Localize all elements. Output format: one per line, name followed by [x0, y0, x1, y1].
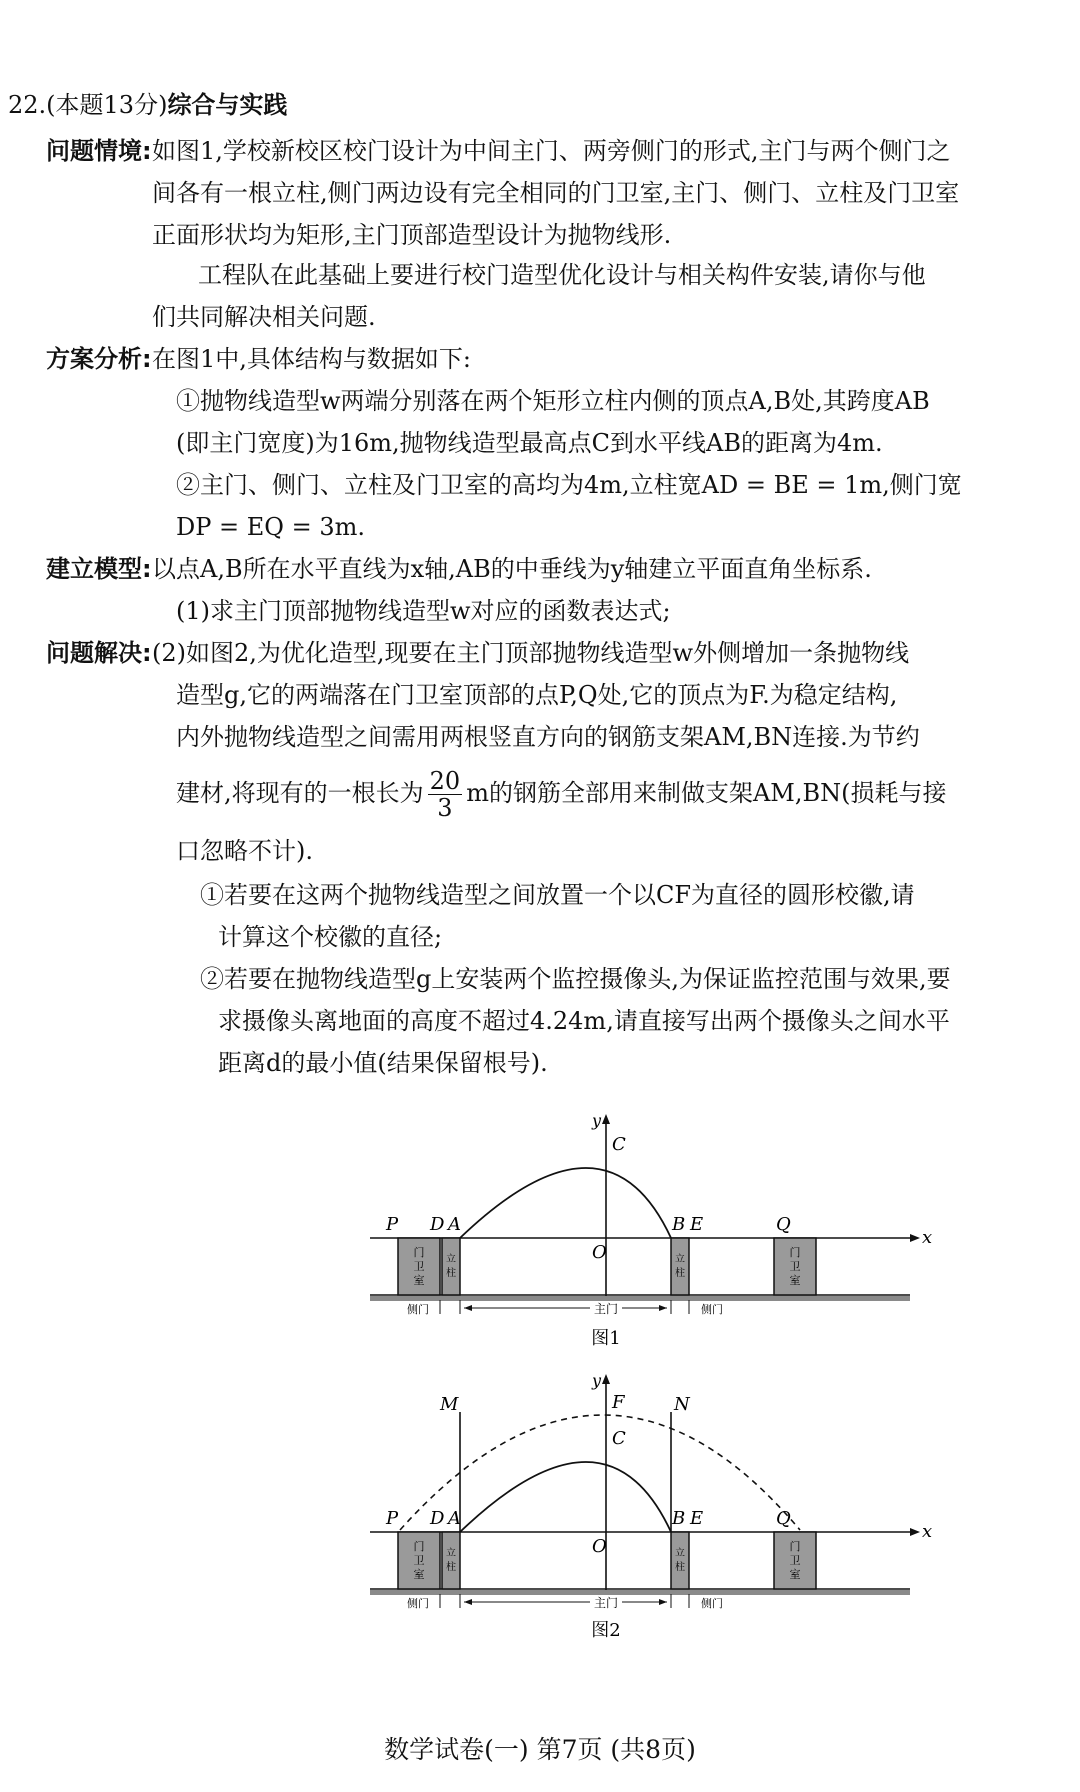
- solve-sub-line-2: 计算这个校徽的直径;: [218, 923, 443, 951]
- side-gate-right-label: 侧门: [701, 1303, 723, 1316]
- model-label: 建立模型:: [46, 555, 152, 583]
- guard-room-left-char-1: 门: [413, 1540, 425, 1553]
- point-M: M: [440, 1394, 459, 1415]
- figure-2-svg: [360, 1370, 940, 1670]
- ground-hatch: [370, 1590, 910, 1595]
- y-axis-arrow: [602, 1114, 610, 1124]
- parabola-w: [460, 1462, 671, 1532]
- guard-room-right-char-1: 门: [789, 1540, 801, 1553]
- situation-line-5: 们共同解决相关问题.: [152, 303, 376, 331]
- model-line-2: (1)求主门顶部抛物线造型w对应的函数表达式;: [176, 597, 671, 625]
- side-gate-left-label: 侧门: [407, 1597, 429, 1610]
- ground-hatch: [370, 1296, 910, 1301]
- dim-arrow: [659, 1305, 667, 1311]
- pillar-left: [442, 1532, 460, 1589]
- point-Q: Q: [776, 1508, 791, 1529]
- point-N: N: [674, 1394, 690, 1415]
- y-axis-arrow: [602, 1374, 610, 1384]
- guard-room-right-char-3: 室: [789, 1274, 801, 1287]
- pillar-right-char-2: 柱: [675, 1562, 685, 1573]
- point-F: F: [612, 1392, 625, 1413]
- analysis-line-2: ①抛物线造型w两端分别落在两个矩形立柱内侧的顶点A,B处,其跨度AB: [176, 387, 930, 415]
- x-axis-label: x: [922, 1227, 933, 1248]
- fraction-denominator: 3: [437, 794, 453, 822]
- solve-label: 问题解决:: [46, 639, 152, 667]
- guard-room-left-char-3: 室: [413, 1568, 425, 1581]
- point-P: P: [386, 1214, 399, 1235]
- pillar-right: [671, 1532, 689, 1589]
- guard-room-left-char-1: 门: [413, 1246, 425, 1259]
- situation-line-3: 正面形状均为矩形,主门顶部造型设计为抛物线形.: [152, 221, 672, 249]
- pillar-left-char-2: 柱: [446, 1268, 456, 1279]
- y-axis-label: y: [592, 1371, 602, 1390]
- solve-line-2: 造型g,它的两端落在门卫室顶部的点P,Q处,它的顶点为F.为稳定结构,: [176, 681, 898, 709]
- guard-room-right-char-2: 卫: [789, 1260, 801, 1273]
- parabola-w: [460, 1168, 671, 1238]
- solve-line-5: 口忽略不计).: [176, 837, 313, 865]
- point-D: D: [430, 1508, 445, 1529]
- point-O: O: [592, 1242, 607, 1263]
- dim-arrow: [464, 1305, 472, 1311]
- situation-line-2: 间各有一根立柱,侧门两边设有完全相同的门卫室,主门、侧门、立柱及门卫室: [152, 179, 960, 207]
- analysis-label: 方案分析:: [46, 345, 152, 373]
- analysis-line-4: ②主门、侧门、立柱及门卫室的高均为4m,立柱宽AD = BE = 1m,侧门宽: [176, 471, 962, 499]
- dim-arrow: [464, 1599, 472, 1605]
- pillar-right-char-2: 柱: [675, 1268, 685, 1279]
- guard-room-right-char-2: 卫: [789, 1554, 801, 1567]
- fraction-numerator: 20: [429, 767, 461, 795]
- solve-sub-line-3: ②若要在抛物线造型g上安装两个监控摄像头,为保证监控范围与效果,要: [200, 965, 951, 993]
- figure-1: [360, 1110, 940, 1374]
- x-axis-label: x: [922, 1521, 933, 1542]
- pillar-left: [442, 1238, 460, 1295]
- page-footer: 数学试卷(一) 第7页 (共8页): [384, 1735, 696, 1764]
- y-axis-label: y: [592, 1111, 602, 1130]
- solve-line-4-post: m的钢筋全部用来制做支架AM,BN(损耗与接: [466, 779, 947, 807]
- point-P: P: [386, 1508, 399, 1529]
- analysis-line-3: (即主门宽度)为16m,抛物线造型最高点C到水平线AB的距离为4m.: [176, 429, 883, 457]
- question-title: 综合与实践: [167, 91, 288, 119]
- solve-line-1: (2)如图2,为优化造型,现要在主门顶部抛物线造型w外侧增加一条抛物线: [152, 639, 910, 667]
- guard-room-right-char-3: 室: [789, 1568, 801, 1581]
- figure-1-svg: [360, 1110, 940, 1370]
- guard-room-right-char-1: 门: [789, 1246, 801, 1259]
- situation-line-4: 工程队在此基础上要进行校门造型优化设计与相关构件安装,请你与他: [198, 261, 926, 289]
- pillar-left-char-1: 立: [446, 1254, 456, 1265]
- x-axis-arrow: [910, 1234, 920, 1242]
- solve-sub-line-4: 求摄像头离地面的高度不超过4.24m,请直接写出两个摄像头之间水平: [218, 1007, 950, 1035]
- pillar-right: [671, 1238, 689, 1295]
- x-axis-arrow: [910, 1528, 920, 1536]
- solve-sub-line-5: 距离d的最小值(结果保留根号).: [218, 1049, 548, 1077]
- main-gate-label: 主门: [593, 1596, 619, 1610]
- side-gate-right-label: 侧门: [701, 1597, 723, 1610]
- dim-arrow: [659, 1599, 667, 1605]
- point-Q: Q: [776, 1214, 791, 1235]
- solve-line-3: 内外抛物线造型之间需用两根竖直方向的钢筋支架AM,BN连接.为节约: [176, 723, 920, 751]
- analysis-line-1: 在图1中,具体结构与数据如下:: [152, 345, 471, 373]
- pillar-left-char-1: 立: [446, 1548, 456, 1559]
- situation-line-1: 如图1,学校新校区校门设计为中间主门、两旁侧门的形式,主门与两个侧门之: [152, 137, 951, 165]
- side-gate-left-label: 侧门: [407, 1303, 429, 1316]
- point-E: E: [690, 1214, 704, 1235]
- fraction: [428, 768, 463, 821]
- solve-sub-line-1: ①若要在这两个抛物线造型之间放置一个以CF为直径的圆形校徽,请: [200, 881, 915, 909]
- pillar-right-char-1: 立: [675, 1548, 685, 1559]
- figure-1-caption: 图1: [591, 1328, 621, 1349]
- point-A: A: [448, 1508, 461, 1529]
- question-points: (本题13分): [46, 91, 168, 119]
- model-line-1: 以点A,B所在水平直线为x轴,AB的中垂线为y轴建立平面直角坐标系.: [152, 555, 872, 583]
- analysis-line-5: DP = EQ = 3m.: [176, 513, 365, 541]
- question-number: 22.: [8, 91, 47, 119]
- solve-line-4-pre: 建材,将现有的一根长为: [176, 779, 424, 807]
- main-gate-label: 主门: [593, 1302, 619, 1316]
- guard-room-left-char-2: 卫: [413, 1554, 425, 1567]
- point-A: A: [448, 1214, 461, 1235]
- guard-room-left-char-2: 卫: [413, 1260, 425, 1273]
- figure-2-caption: 图2: [591, 1620, 621, 1641]
- point-D: D: [430, 1214, 445, 1235]
- situation-label: 问题情境:: [46, 137, 152, 165]
- point-O: O: [592, 1536, 607, 1557]
- point-B: B: [672, 1508, 686, 1529]
- point-C: C: [612, 1134, 626, 1155]
- point-E: E: [690, 1508, 704, 1529]
- solve-line-4: [176, 768, 946, 821]
- point-B: B: [672, 1214, 686, 1235]
- point-C: C: [612, 1428, 626, 1449]
- pillar-right-char-1: 立: [675, 1254, 685, 1265]
- guard-room-left-char-3: 室: [413, 1274, 425, 1287]
- figure-2: [360, 1370, 940, 1674]
- pillar-left-char-2: 柱: [446, 1562, 456, 1573]
- question-header: [8, 88, 287, 122]
